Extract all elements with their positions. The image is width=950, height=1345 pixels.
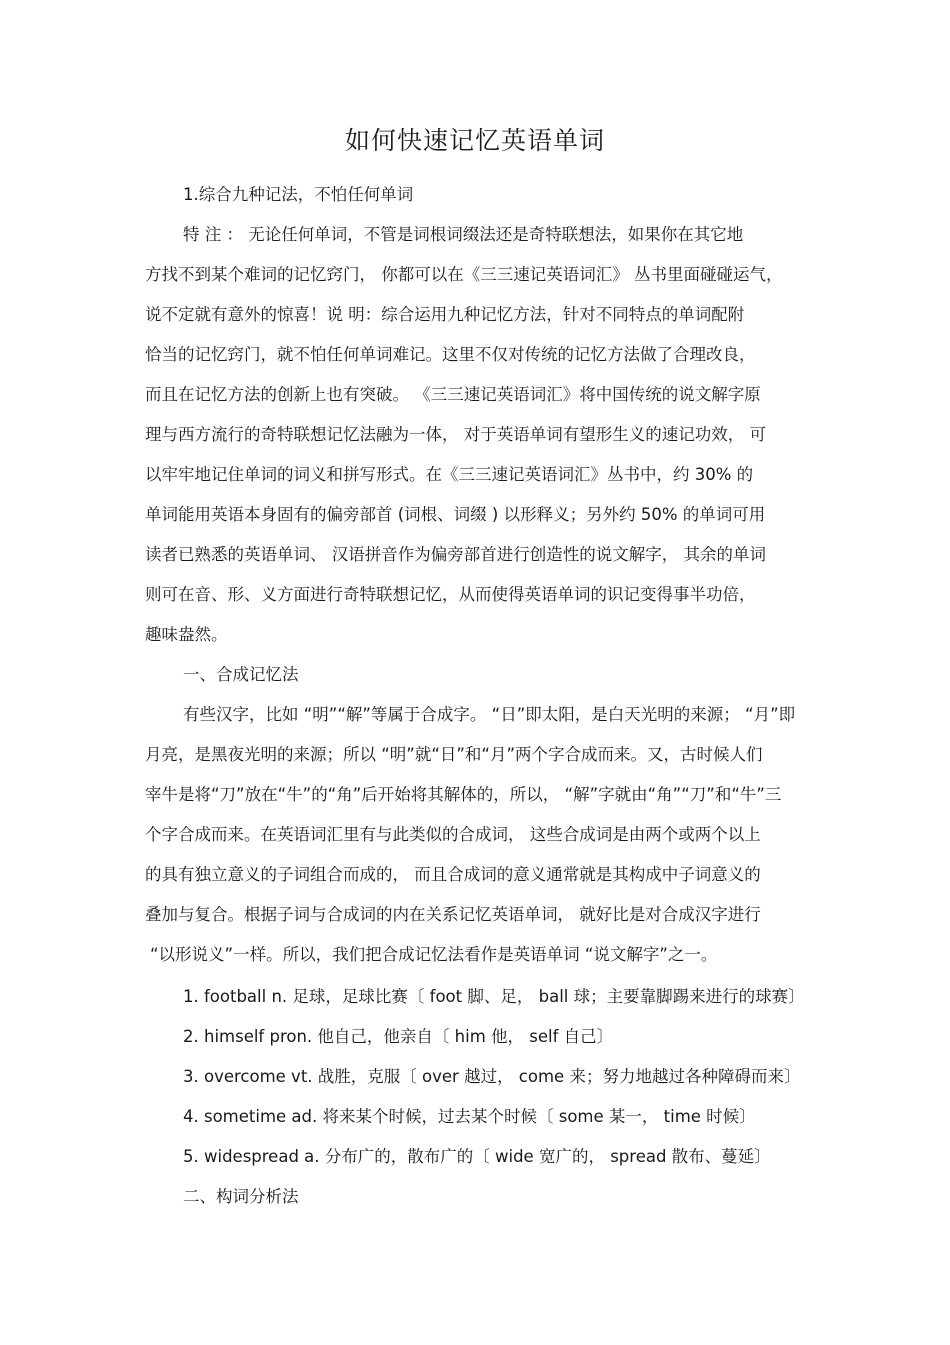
intro-line: 恰当的记忆窍门，就不怕任何单词难记。这里不仅对传统的记忆方法做了合理改良， <box>145 345 756 364</box>
section-1-line: 的具有独立意义的子词组合而成的， 而且合成词的意义通常就是其构成中子词意义的 <box>145 865 761 884</box>
example-item: 1. football n. 足球，足球比赛〔 foot 脚、足， ball 球；主要靠脚踢来进行的球赛〕 <box>183 987 805 1006</box>
intro-line: 则可在音、形、义方面进行奇特联想记忆，从而使得英语单词的识记变得事半功倍， <box>145 585 756 604</box>
page-title: 如何快速记忆英语单词 <box>344 126 605 155</box>
intro-line: 说不定就有意外的惊喜！说 明：综合运用九种记忆方法，针对不同特点的单词配附 <box>145 305 745 324</box>
example-item: 2. himself pron. 他自己，他亲自〔 him 他， self 自己〕 <box>183 1027 614 1046</box>
section-heading-analysis: 二、构词分析法 <box>183 1187 299 1206</box>
intro-line: 方找不到某个难词的记忆窍门， 你都可以在《三三速记英语词汇》 丛书里面碰碰运气， <box>145 265 783 284</box>
example-item: 4. sometime ad. 将来某个时候，过去某个时候〔 some 某一， time 时候〕 <box>183 1107 756 1126</box>
intro-line: 理与西方流行的奇特联想记忆法融为一体， 对于英语单词有望形生义的速记功效， 可 <box>145 425 766 444</box>
example-item: 5. widespread a. 分布广的，散布广的〔 wide 宽广的， spread 散布、蔓延〕 <box>183 1147 771 1166</box>
intro-line: 趣味盎然。 <box>145 625 228 644</box>
heading-1: 1.综合九种记法，不怕任何单词 <box>183 185 414 204</box>
section-1-line: 宰牛是将“刀”放在“牛”的“角”后开始将其解体的，所以， “解”字就由“角”“刀”和“牛”三 <box>145 785 782 804</box>
example-item: 3. overcome vt. 战胜，克服〔 over 越过， come 来；努力地越过各种障碍而来〕 <box>183 1067 801 1086</box>
intro-line: 以牢牢地记住单词的词义和拼写形式。在《三三速记英语词汇》丛书中，约 30% 的 <box>145 465 754 484</box>
section-heading-compound: 一、合成记忆法 <box>183 665 299 684</box>
section-1-line: 有些汉字，比如 “明”“解”等属于合成字。 “日”即太阳，是白天光明的来源； “月”即 <box>183 705 796 724</box>
intro-line: 读者已熟悉的英语单词、 汉语拼音作为偏旁部首进行创造性的说文解字， 其余的单词 <box>145 545 766 564</box>
intro-line: 特 注 ： 无论任何单词，不管是词根词缀法还是奇特联想法，如果你在其它地 <box>183 225 744 244</box>
section-1-line: “以形说义”一样。所以，我们把合成记忆法看作是英语单词 “说文解字”之一。 <box>150 945 718 964</box>
section-1-line: 月亮，是黑夜光明的来源；所以 “明”就“日”和“月”两个字合成而来。又，古时候人们 <box>145 745 763 764</box>
section-1-line: 叠加与复合。根据子词与合成词的内在关系记忆英语单词， 就好比是对合成汉字进行 <box>145 905 761 924</box>
intro-line: 而且在记忆方法的创新上也有突破。 《三三速记英语词汇》将中国传统的说文解字原 <box>145 385 761 404</box>
intro-line: 单词能用英语本身固有的偏旁部首 (词根、词缀 ) 以形释义；另外约 50% 的单词可用 <box>145 505 766 524</box>
section-1-line: 个字合成而来。在英语词汇里有与此类似的合成词， 这些合成词是由两个或两个以上 <box>145 825 761 844</box>
